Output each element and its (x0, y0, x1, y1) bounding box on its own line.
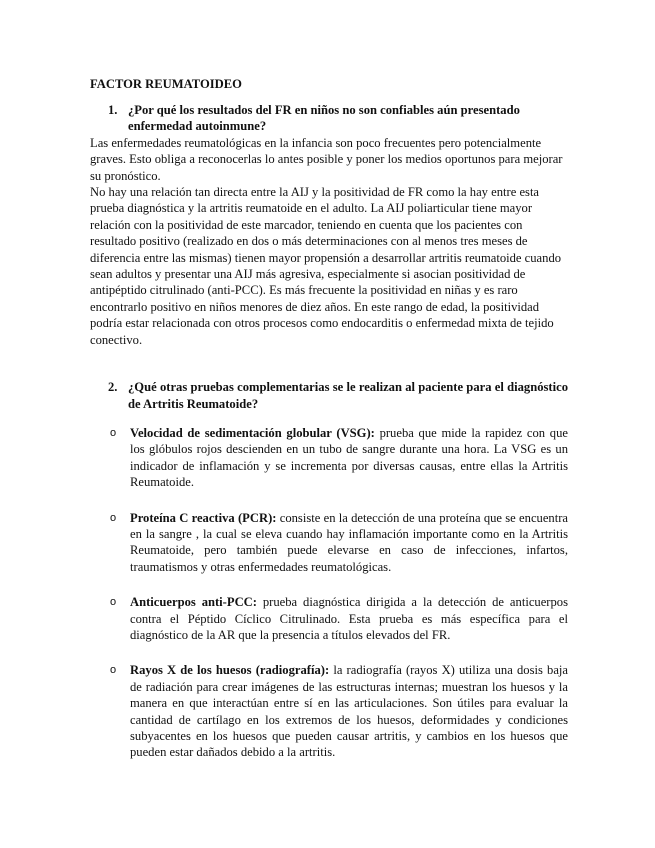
list-item-term: Proteína C reactiva (PCR): (130, 510, 277, 525)
list-item-pcr (90, 510, 568, 576)
list-item-description: consiste en la detección de una proteína que se encuentra en la sangre , la cual se eleva cuando hay inflamación importante como en la Artritis Reumatoide, pero también puede elevarse en caso de infecciones, infartos, traumatismos y otras enfermedades reumatológicas. (130, 510, 568, 574)
question-1 (90, 102, 568, 135)
question-2 (90, 379, 568, 412)
tests-list (90, 425, 568, 761)
list-item-text (130, 425, 568, 491)
list-item-rayos-x (90, 662, 568, 760)
bullet-marker: o (110, 511, 117, 524)
paragraph-intro: Las enfermedades reumatológicas en la infancia son poco frecuentes pero potencialmente graves. Esto obliga a reconocerlas lo antes posible y poner los medios oportunos para mejorar su pronóstico. (90, 135, 563, 183)
list-item-anti-pcc (90, 594, 568, 643)
paragraph-aij: No hay una relación tan directa entre la AIJ y la positividad de FR como la hay entre esta prueba diagnóstica y la artritis reumatoide en el adulto. La AIJ poliarticular tiene mayor relación con la positividad de este marcador, teniendo en cuenta que los pacientes con resultado positivo (realizado en dos o más determinaciones con al menos tres meses de diferencia entre las mismas) tienen mayor propensión a desarrollar artritis reumatoide cuando sean adultos y presentar una AIJ más agresiva, especialmente si asocian positividad de antipéptido citrulinado (anti-PCC). Es más frecuente la positividad en niñas y es raro encontrarlo positivo en niños menores de diez años. En este rango de edad, la positividad podría estar relacionada con otros procesos como endocarditis o enfermedad mixta de tejido conectivo. (90, 185, 562, 347)
list-item-text (130, 510, 568, 576)
document-title: FACTOR REUMATOIDEO (90, 77, 242, 91)
list-item-text (130, 662, 568, 760)
bullet-marker: o (110, 664, 117, 677)
list-item-text (130, 594, 568, 643)
list-item-term: Velocidad de sedimentación globular (VSG): (130, 425, 375, 440)
list-item-description: prueba diagnóstica dirigida a la detección de anticuerpos contra el Péptido Cíclico Citrulinado. Esta prueba es más específica para el diagnóstico de la AR que la presencia a títulos elevados del FR. (130, 595, 568, 642)
question-2-text: ¿Qué otras pruebas complementarias se le realizan al paciente para el diagnóstico de Artritis Reumatoide? (128, 380, 568, 411)
bullet-marker: o (110, 426, 117, 439)
question-2-number: 2. (108, 380, 118, 395)
document-page (90, 76, 568, 761)
question-1-number: 1. (108, 103, 118, 117)
list-item-term: Rayos X de los huesos (radiografía): (130, 663, 330, 678)
list-item-description: prueba que mide la rapidez con que los glóbulos rojos descienden en un tubo de sangre durante una hora. La VSG es un indicador de inflamación y se incrementa por diversas causas, entre ellas la Artritis Reumatoide. (130, 425, 568, 490)
list-item-term: Anticuerpos anti-PCC: (130, 595, 257, 610)
bullet-marker: o (110, 596, 117, 609)
list-item-vsg (90, 425, 568, 491)
list-item-description: la radiografía (rayos X) utiliza una dosis baja de radiación para crear imágenes de las estructuras internas; muestran los huesos y la manera en que interactúan entre sí en las articulaciones. Son útiles para evaluar la cantidad de cartílago en los extremos de los huesos, deformidades y condiciones subyacentes en los huesos que pueden causar artritis, y cambios en los huesos que pueden estar dañados debido a la artritis. (130, 663, 568, 760)
question-1-text: ¿Por qué los resultados del FR en niños no son confiables aún presentado enfermedad autoinmune? (128, 103, 520, 134)
